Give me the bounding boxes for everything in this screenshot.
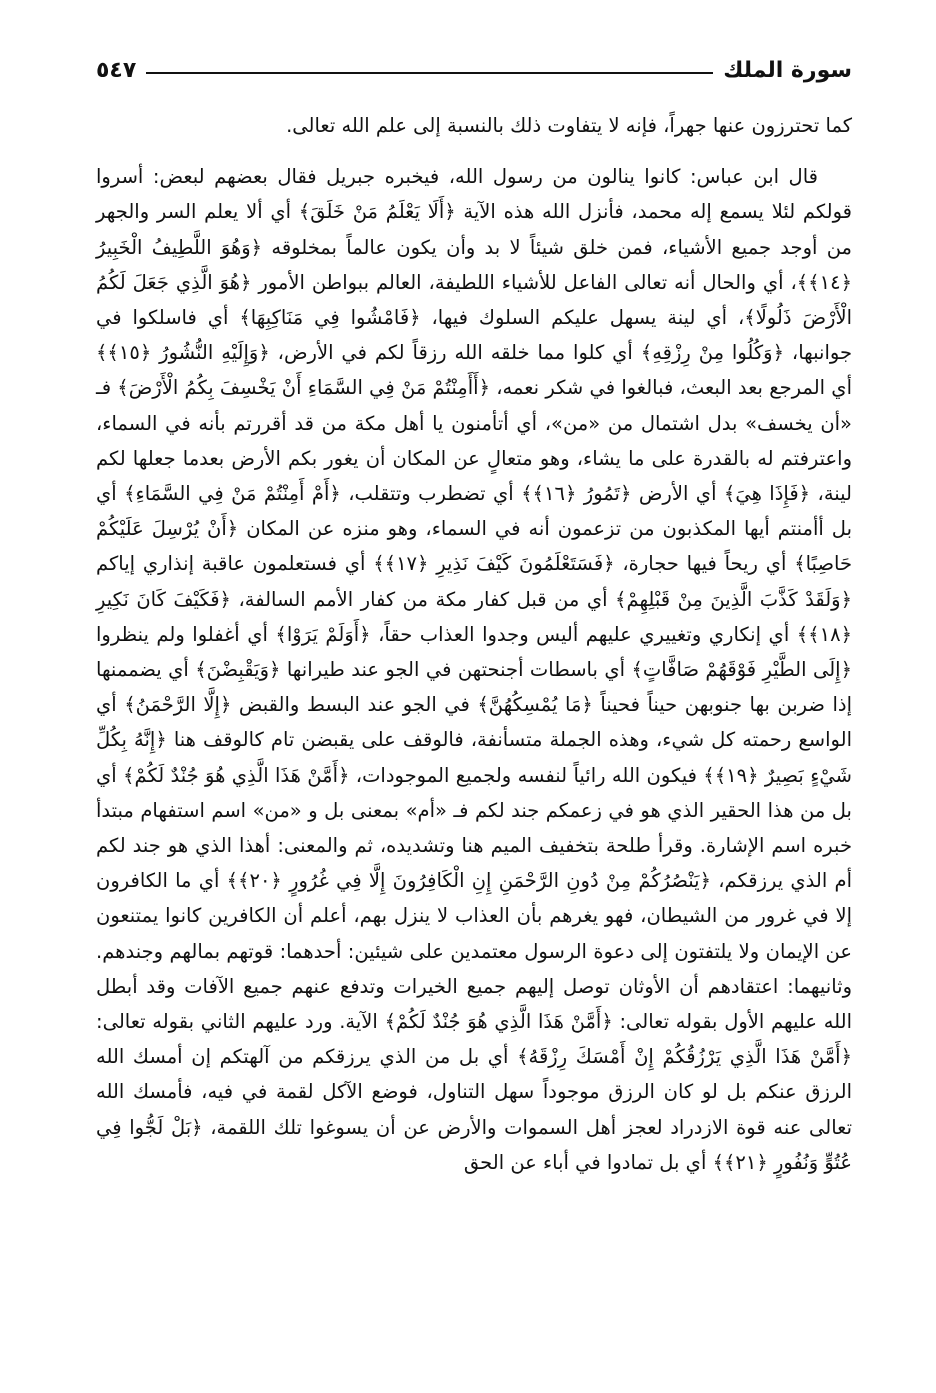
header-rule: [146, 72, 713, 74]
commentary-paragraph: قال ابن عباس: كانوا ينالون من رسول الله، فيخبره جبريل فقال بعضهم لبعض: أسروا قولكم لئلا يسمع إله محمد، فأنزل الله هذه الآية ﴿أَلَا يَعْلَمُ مَنْ خَلَقَ﴾ أي ألا يعلم السر والجهر من أوجد جميع الأشياء، فمن خلق شيئاً لا بد وأن يكون عالماً بمخلوقه ﴿وَهُوَ اللَّطِيفُ الْخَبِيرُ ﴿١٤﴾﴾، أي والحال أنه تعالى الفاعل للأشياء اللطيفة، العالم ببواطن الأمور ﴿هُوَ الَّذِي جَعَلَ لَكُمُ الْأَرْضَ ذَلُولًا﴾، أي لينة يسهل عليكم السلوك فيها، ﴿فَامْشُوا فِي مَنَاكِبِهَا﴾ أي فاسلكوا في جوانبها، ﴿وَكُلُوا مِنْ رِزْقِهِ﴾ أي كلوا مما خلقه الله رزقاً لكم في الأرض، ﴿وَإِلَيْهِ النُّشُورُ ﴿١٥﴾﴾ أي المرجع بعد البعث، فبالغوا في شكر نعمه، ﴿أَأَمِنْتُمْ مَنْ فِي السَّمَاءِ أَنْ يَخْسِفَ بِكُمُ الْأَرْضَ﴾ فـ «أن يخسف» بدل اشتمال من «من»، أي أتأمنون يا أهل مكة من قد أقررتم بأنه في السماء، واعترفتم له بالقدرة على ما يشاء، وهو متعالٍ عن المكان أن يغور بكم الأرض بعدما جعلها لكم لينة، ﴿فَإِذَا هِيَ﴾ أي الأرض ﴿تَمُورُ ﴿١٦﴾﴾ أي تضطرب وتتقلب، ﴿أَمْ أَمِنْتُمْ مَنْ فِي السَّمَاءِ﴾ أي بل أأمنتم أيها المكذبون من تزعمون أنه في السماء، وهو منزه عن المكان ﴿أَنْ يُرْسِلَ عَلَيْكُمْ حَاصِبًا﴾ أي ريحاً فيها حجارة، ﴿فَسَتَعْلَمُونَ كَيْفَ نَذِيرِ ﴿١٧﴾﴾ أي فستعلمون عاقبة إنذاري إياكم ﴿وَلَقَدْ كَذَّبَ الَّذِينَ مِنْ قَبْلِهِمْ﴾ أي من قبل كفار مكة من كفار الأمم السالفة، ﴿فَكَيْفَ كَانَ نَكِيرِ ﴿١٨﴾﴾ أي إنكاري وتغييري عليهم أليس وجدوا العذاب حقاً، ﴿أَوَلَمْ يَرَوْا﴾ أي أغفلوا ولم ينظروا ﴿إِلَى الطَّيْرِ فَوْقَهُمْ صَافَّاتٍ﴾ أي باسطات أجنحتهن في الجو عند طيرانها ﴿وَيَقْبِضْنَ﴾ أي يضممنها إذا ضربن بها جنوبهن حيناً فحيناً ﴿مَا يُمْسِكُهُنَّ﴾ في الجو عند البسط والقبض ﴿إِلَّا الرَّحْمَنُ﴾ أي الواسع رحمته كل شيء، وهذه الجملة متسأنفة، فالوقف على يقبضن تام كالوقف هنا ﴿إِنَّهُ بِكُلِّ شَيْءٍ بَصِيرٌ ﴿١٩﴾﴾ فيكون الله رائياً لنفسه ولجميع الموجودات، ﴿أَمَّنْ هَذَا الَّذِي هُوَ جُنْدٌ لَكُمْ﴾ أي بل من هذا الحقير الذي هو في زعمكم جند لكم فـ «أم» بمعنى بل و «من» اسم استفهام مبتدأ خبره اسم الإشارة. وقرأ طلحة بتخفيف الميم هنا وتشديده، ثم والمعنى: أهذا الذي هو جند لكم أم الذي يرزقكم، ﴿يَنْصُرُكُمْ مِنْ دُونِ الرَّحْمَنِ إِنِ الْكَافِرُونَ إِلَّا فِي غُرُورٍ ﴿٢٠﴾﴾ أي ما الكافرون إلا في غرور من الشيطان، فهو يغرهم بأن العذاب لا ينزل بهم، أعلم أن الكافرين كانوا يمتنعون عن الإيمان ولا يلتفتون إلى دعوة الرسول معتمدين على شيئين: أحدهما: قوتهم بمالهم وجندهم. وثانيهما: اعتقادهم أن الأوثان توصل إليهم جميع الخيرات وتدفع عنهم جميع الآفات وقد أبطل الله عليهم الأول بقوله تعالى: ﴿أَمَّنْ هَذَا الَّذِي هُوَ جُنْدٌ لَكُمْ﴾ الآية. ورد عليهم الثاني بقوله تعالى: ﴿أَمَّنْ هَذَا الَّذِي يَرْزُقُكُمْ إِنْ أَمْسَكَ رِزْقَهُ﴾ أي بل من الذي يرزقكم من آلهتكم إن أمسك الله الرزق عنكم بل لو كان الرزق موجوداً سهل التناول، فوضع الآكل لقمة في فيه، فأمسك الله تعالى عنه قوة الازدراد لعجز أهل السموات والأرض عن أن يسوغوا تلك اللقمة، ﴿بَلْ لَجُّوا فِي عُتُوٍّ وَنُفُورٍ ﴿٢١﴾﴾ أي بل تمادوا في أباء عن الحق: [96, 165, 852, 1174]
tafsir-text: [96, 108, 852, 1180]
opening-paragraph: كما تحترزون عنها جهراً، فإنه لا يتفاوت ذلك بالنسبة إلى علم الله تعالى.: [286, 114, 852, 137]
surah-title: سورة الملك: [723, 57, 852, 83]
page-header: [96, 52, 852, 88]
page-number: ٥٤٧: [96, 57, 137, 83]
